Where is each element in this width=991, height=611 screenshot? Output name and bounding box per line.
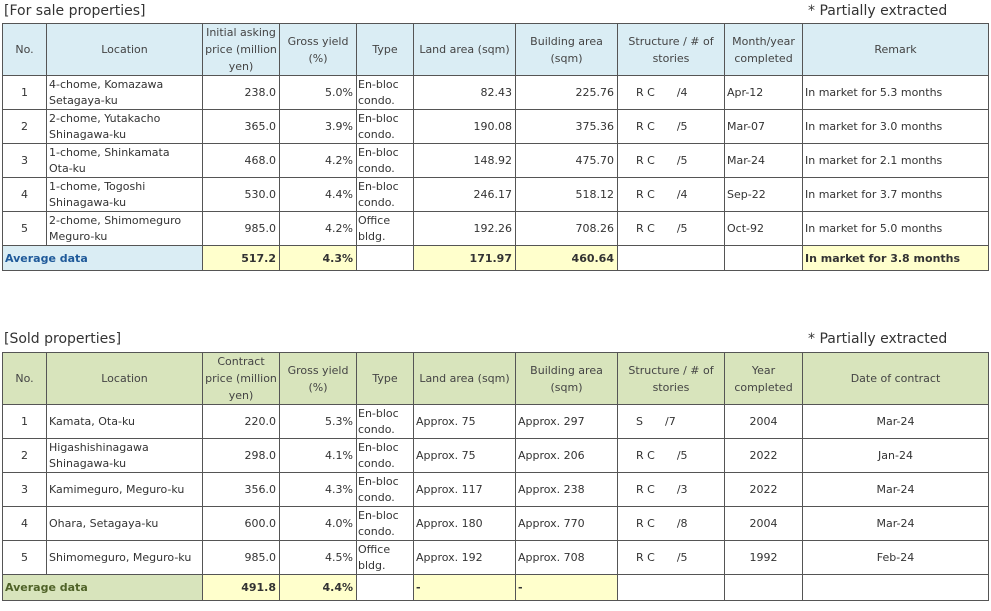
- row-location-line-1: 2-chome, Yutakacho: [49, 111, 161, 125]
- for-sale-table: [2, 23, 989, 271]
- header-remark: Remark: [803, 24, 989, 76]
- row-location-line-1: Kamimeguro, Meguro-ku: [49, 482, 185, 496]
- row-type-line-2: condo.: [358, 195, 395, 209]
- row-completed: 1992: [725, 541, 803, 575]
- row-building: Approx. 206: [516, 439, 618, 473]
- average-row: [3, 575, 989, 601]
- header-structure: Structure / # of stories: [618, 24, 725, 76]
- row-no: 1: [3, 405, 47, 439]
- row-type-line-1: En-bloc: [358, 111, 399, 125]
- row-type: [357, 541, 414, 575]
- average-building: 460.64: [516, 246, 618, 271]
- average-completed-empty: [725, 575, 803, 601]
- row-type-line-2: condo.: [358, 490, 395, 504]
- row-location-line-1: Higashishinagawa: [49, 440, 149, 454]
- row-location-line-2: Setagaya-ku: [49, 93, 118, 107]
- row-type-line-2: bldg.: [358, 229, 386, 243]
- row-land: 82.43: [414, 76, 516, 110]
- row-remark: In market for 3.7 months: [803, 178, 989, 212]
- average-type-empty: [357, 575, 414, 601]
- header-land: Land area (sqm): [414, 353, 516, 405]
- row-land: 190.08: [414, 110, 516, 144]
- row-structure: [618, 110, 725, 144]
- sold-table: [2, 352, 989, 601]
- row-price: 238.0: [203, 76, 280, 110]
- row-structure: [618, 439, 725, 473]
- row-land: 246.17: [414, 178, 516, 212]
- row-no: 2: [3, 439, 47, 473]
- average-structure-empty: [618, 575, 725, 601]
- row-price: 985.0: [203, 541, 280, 575]
- row-location-line-2: Shinagawa-ku: [49, 456, 127, 470]
- row-structure-type: S: [636, 415, 643, 428]
- average-land: -: [414, 575, 516, 601]
- row-building: 225.76: [516, 76, 618, 110]
- row-stories: /7: [664, 415, 676, 428]
- row-structure: [618, 405, 725, 439]
- row-location: [47, 110, 203, 144]
- row-location-line-1: Ohara, Setagaya-ku: [49, 516, 159, 530]
- row-building: 708.26: [516, 212, 618, 246]
- average-remark: In market for 3.8 months: [803, 246, 989, 271]
- row-location: [47, 473, 203, 507]
- row-completed: Mar-24: [725, 144, 803, 178]
- row-structure: [618, 178, 725, 212]
- row-structure-type: R C: [636, 188, 655, 201]
- row-land: 148.92: [414, 144, 516, 178]
- row-land: Approx. 192: [414, 541, 516, 575]
- row-yield: 4.2%: [280, 144, 357, 178]
- sold-caption: [Sold properties]: [4, 331, 122, 347]
- row-location-line-1: 1-chome, Shinkamata: [49, 145, 170, 159]
- row-location: [47, 212, 203, 246]
- row-land: 192.26: [414, 212, 516, 246]
- row-price: 356.0: [203, 473, 280, 507]
- row-location-line-2: Ota-ku: [49, 161, 86, 175]
- header-date: Date of contract: [803, 353, 989, 405]
- row-stories: /4: [676, 86, 688, 99]
- row-yield: 4.5%: [280, 541, 357, 575]
- row-type-line-2: condo.: [358, 456, 395, 470]
- row-stories: /3: [676, 483, 688, 496]
- row-date: Mar-24: [803, 473, 989, 507]
- row-date: Mar-24: [803, 507, 989, 541]
- row-yield: 4.4%: [280, 178, 357, 212]
- header-yield: Gross yield (%): [280, 353, 357, 405]
- row-no: 3: [3, 473, 47, 507]
- row-type-line-2: condo.: [358, 422, 395, 436]
- average-yield: 4.4%: [280, 575, 357, 601]
- row-location-line-1: Shimomeguro, Meguro-ku: [49, 550, 192, 564]
- row-completed: 2022: [725, 473, 803, 507]
- header-location: Location: [47, 353, 203, 405]
- row-type-line-1: En-bloc: [358, 440, 399, 454]
- row-type-line-1: En-bloc: [358, 179, 399, 193]
- row-yield: 5.3%: [280, 405, 357, 439]
- row-type: [357, 439, 414, 473]
- row-location-line-2: Meguro-ku: [49, 229, 108, 243]
- row-type-line-1: En-bloc: [358, 406, 399, 420]
- row-yield: 4.1%: [280, 439, 357, 473]
- row-structure-type: R C: [636, 483, 655, 496]
- row-completed: 2004: [725, 405, 803, 439]
- row-location: [47, 76, 203, 110]
- row-price: 468.0: [203, 144, 280, 178]
- sold-note: * Partially extracted: [808, 331, 948, 347]
- row-price: 530.0: [203, 178, 280, 212]
- row-structure-type: R C: [636, 551, 655, 564]
- row-no: 1: [3, 76, 47, 110]
- table-row: [3, 178, 989, 212]
- row-building: Approx. 770: [516, 507, 618, 541]
- row-type-line-2: bldg.: [358, 558, 386, 572]
- row-building: 475.70: [516, 144, 618, 178]
- row-location: [47, 144, 203, 178]
- row-land: Approx. 75: [414, 405, 516, 439]
- row-location-line-1: 1-chome, Togoshi: [49, 179, 146, 193]
- row-price: 298.0: [203, 439, 280, 473]
- table-row: [3, 212, 989, 246]
- row-no: 3: [3, 144, 47, 178]
- row-no: 5: [3, 541, 47, 575]
- row-location: [47, 439, 203, 473]
- row-no: 4: [3, 507, 47, 541]
- average-building: -: [516, 575, 618, 601]
- header-type: Type: [357, 24, 414, 76]
- table-row: [3, 507, 989, 541]
- row-type: [357, 473, 414, 507]
- row-yield: 4.3%: [280, 473, 357, 507]
- row-stories: /5: [676, 154, 688, 167]
- row-type: [357, 110, 414, 144]
- row-date: Mar-24: [803, 405, 989, 439]
- row-location: [47, 178, 203, 212]
- row-no: 5: [3, 212, 47, 246]
- row-land: Approx. 117: [414, 473, 516, 507]
- table-header-row: [3, 353, 989, 405]
- row-structure-type: R C: [636, 222, 655, 235]
- row-date: Jan-24: [803, 439, 989, 473]
- row-completed: 2022: [725, 439, 803, 473]
- row-price: 985.0: [203, 212, 280, 246]
- row-type-line-2: condo.: [358, 127, 395, 141]
- row-location: [47, 507, 203, 541]
- row-yield: 5.0%: [280, 76, 357, 110]
- table-row: [3, 405, 989, 439]
- row-type-line-2: condo.: [358, 161, 395, 175]
- average-price: 517.2: [203, 246, 280, 271]
- row-type-line-1: En-bloc: [358, 508, 399, 522]
- row-completed: Apr-12: [725, 76, 803, 110]
- row-structure-type: R C: [636, 120, 655, 133]
- header-yield: Gross yield (%): [280, 24, 357, 76]
- header-completed: Month/year completed: [725, 24, 803, 76]
- table-row: [3, 473, 989, 507]
- row-structure: [618, 76, 725, 110]
- row-stories: /5: [676, 551, 688, 564]
- row-location-line-2: Shinagawa-ku: [49, 195, 127, 209]
- row-remark: In market for 3.0 months: [803, 110, 989, 144]
- row-building: Approx. 238: [516, 473, 618, 507]
- row-yield: 3.9%: [280, 110, 357, 144]
- row-date: Feb-24: [803, 541, 989, 575]
- row-type-line-2: condo.: [358, 93, 395, 107]
- row-location-line-1: 4-chome, Komazawa: [49, 77, 164, 91]
- header-price: Contract price (million yen): [203, 353, 280, 405]
- header-building: Building area (sqm): [516, 24, 618, 76]
- row-building: 518.12: [516, 178, 618, 212]
- row-completed: Sep-22: [725, 178, 803, 212]
- header-building: Building area (sqm): [516, 353, 618, 405]
- average-price: 491.8: [203, 575, 280, 601]
- row-stories: /8: [676, 517, 688, 530]
- table-row: [3, 76, 989, 110]
- row-price: 365.0: [203, 110, 280, 144]
- average-row: [3, 246, 989, 271]
- row-type-line-1: Office: [358, 542, 391, 556]
- row-structure: [618, 144, 725, 178]
- table-row: [3, 439, 989, 473]
- row-land: Approx. 180: [414, 507, 516, 541]
- row-location: [47, 541, 203, 575]
- header-land: Land area (sqm): [414, 24, 516, 76]
- row-no: 4: [3, 178, 47, 212]
- row-structure-type: R C: [636, 154, 655, 167]
- row-price: 600.0: [203, 507, 280, 541]
- header-completed: Year completed: [725, 353, 803, 405]
- row-type-line-1: En-bloc: [358, 474, 399, 488]
- row-structure: [618, 507, 725, 541]
- row-structure-type: R C: [636, 449, 655, 462]
- average-label: Average data: [3, 575, 203, 601]
- row-yield: 4.2%: [280, 212, 357, 246]
- row-location: [47, 405, 203, 439]
- table-row: [3, 110, 989, 144]
- row-price: 220.0: [203, 405, 280, 439]
- row-type: [357, 212, 414, 246]
- row-remark: In market for 5.0 months: [803, 212, 989, 246]
- row-completed: 2004: [725, 507, 803, 541]
- average-date-empty: [803, 575, 989, 601]
- row-type-line-1: En-bloc: [358, 77, 399, 91]
- average-land: 171.97: [414, 246, 516, 271]
- row-stories: /5: [676, 222, 688, 235]
- table-row: [3, 144, 989, 178]
- row-remark: In market for 5.3 months: [803, 76, 989, 110]
- row-type: [357, 76, 414, 110]
- row-type-line-1: Office: [358, 213, 391, 227]
- row-type: [357, 178, 414, 212]
- row-type-line-1: En-bloc: [358, 145, 399, 159]
- row-location-line-1: Kamata, Ota-ku: [49, 414, 135, 428]
- header-location: Location: [47, 24, 203, 76]
- header-no: No.: [3, 353, 47, 405]
- row-structure: [618, 212, 725, 246]
- row-structure-type: R C: [636, 86, 655, 99]
- header-type: Type: [357, 353, 414, 405]
- row-completed: Mar-07: [725, 110, 803, 144]
- row-building: Approx. 708: [516, 541, 618, 575]
- row-land: Approx. 75: [414, 439, 516, 473]
- header-price: Initial asking price (million yen): [203, 24, 280, 76]
- table-row: [3, 541, 989, 575]
- row-location-line-2: Shinagawa-ku: [49, 127, 127, 141]
- row-stories: /5: [676, 120, 688, 133]
- average-completed-empty: [725, 246, 803, 271]
- for-sale-note: * Partially extracted: [808, 3, 948, 19]
- row-type: [357, 507, 414, 541]
- row-yield: 4.0%: [280, 507, 357, 541]
- row-no: 2: [3, 110, 47, 144]
- row-type-line-2: condo.: [358, 524, 395, 538]
- average-type-empty: [357, 246, 414, 271]
- header-structure: Structure / # of stories: [618, 353, 725, 405]
- row-completed: Oct-92: [725, 212, 803, 246]
- row-location-line-1: 2-chome, Shimomeguro: [49, 213, 182, 227]
- row-structure: [618, 473, 725, 507]
- average-label: Average data: [3, 246, 203, 271]
- average-structure-empty: [618, 246, 725, 271]
- row-structure-type: R C: [636, 517, 655, 530]
- header-no: No.: [3, 24, 47, 76]
- average-yield: 4.3%: [280, 246, 357, 271]
- row-type: [357, 405, 414, 439]
- row-type: [357, 144, 414, 178]
- row-stories: /4: [676, 188, 688, 201]
- for-sale-caption: [For sale properties]: [4, 3, 146, 19]
- row-building: Approx. 297: [516, 405, 618, 439]
- table-header-row: [3, 24, 989, 76]
- row-building: 375.36: [516, 110, 618, 144]
- row-remark: In market for 2.1 months: [803, 144, 989, 178]
- row-stories: /5: [676, 449, 688, 462]
- row-structure: [618, 541, 725, 575]
